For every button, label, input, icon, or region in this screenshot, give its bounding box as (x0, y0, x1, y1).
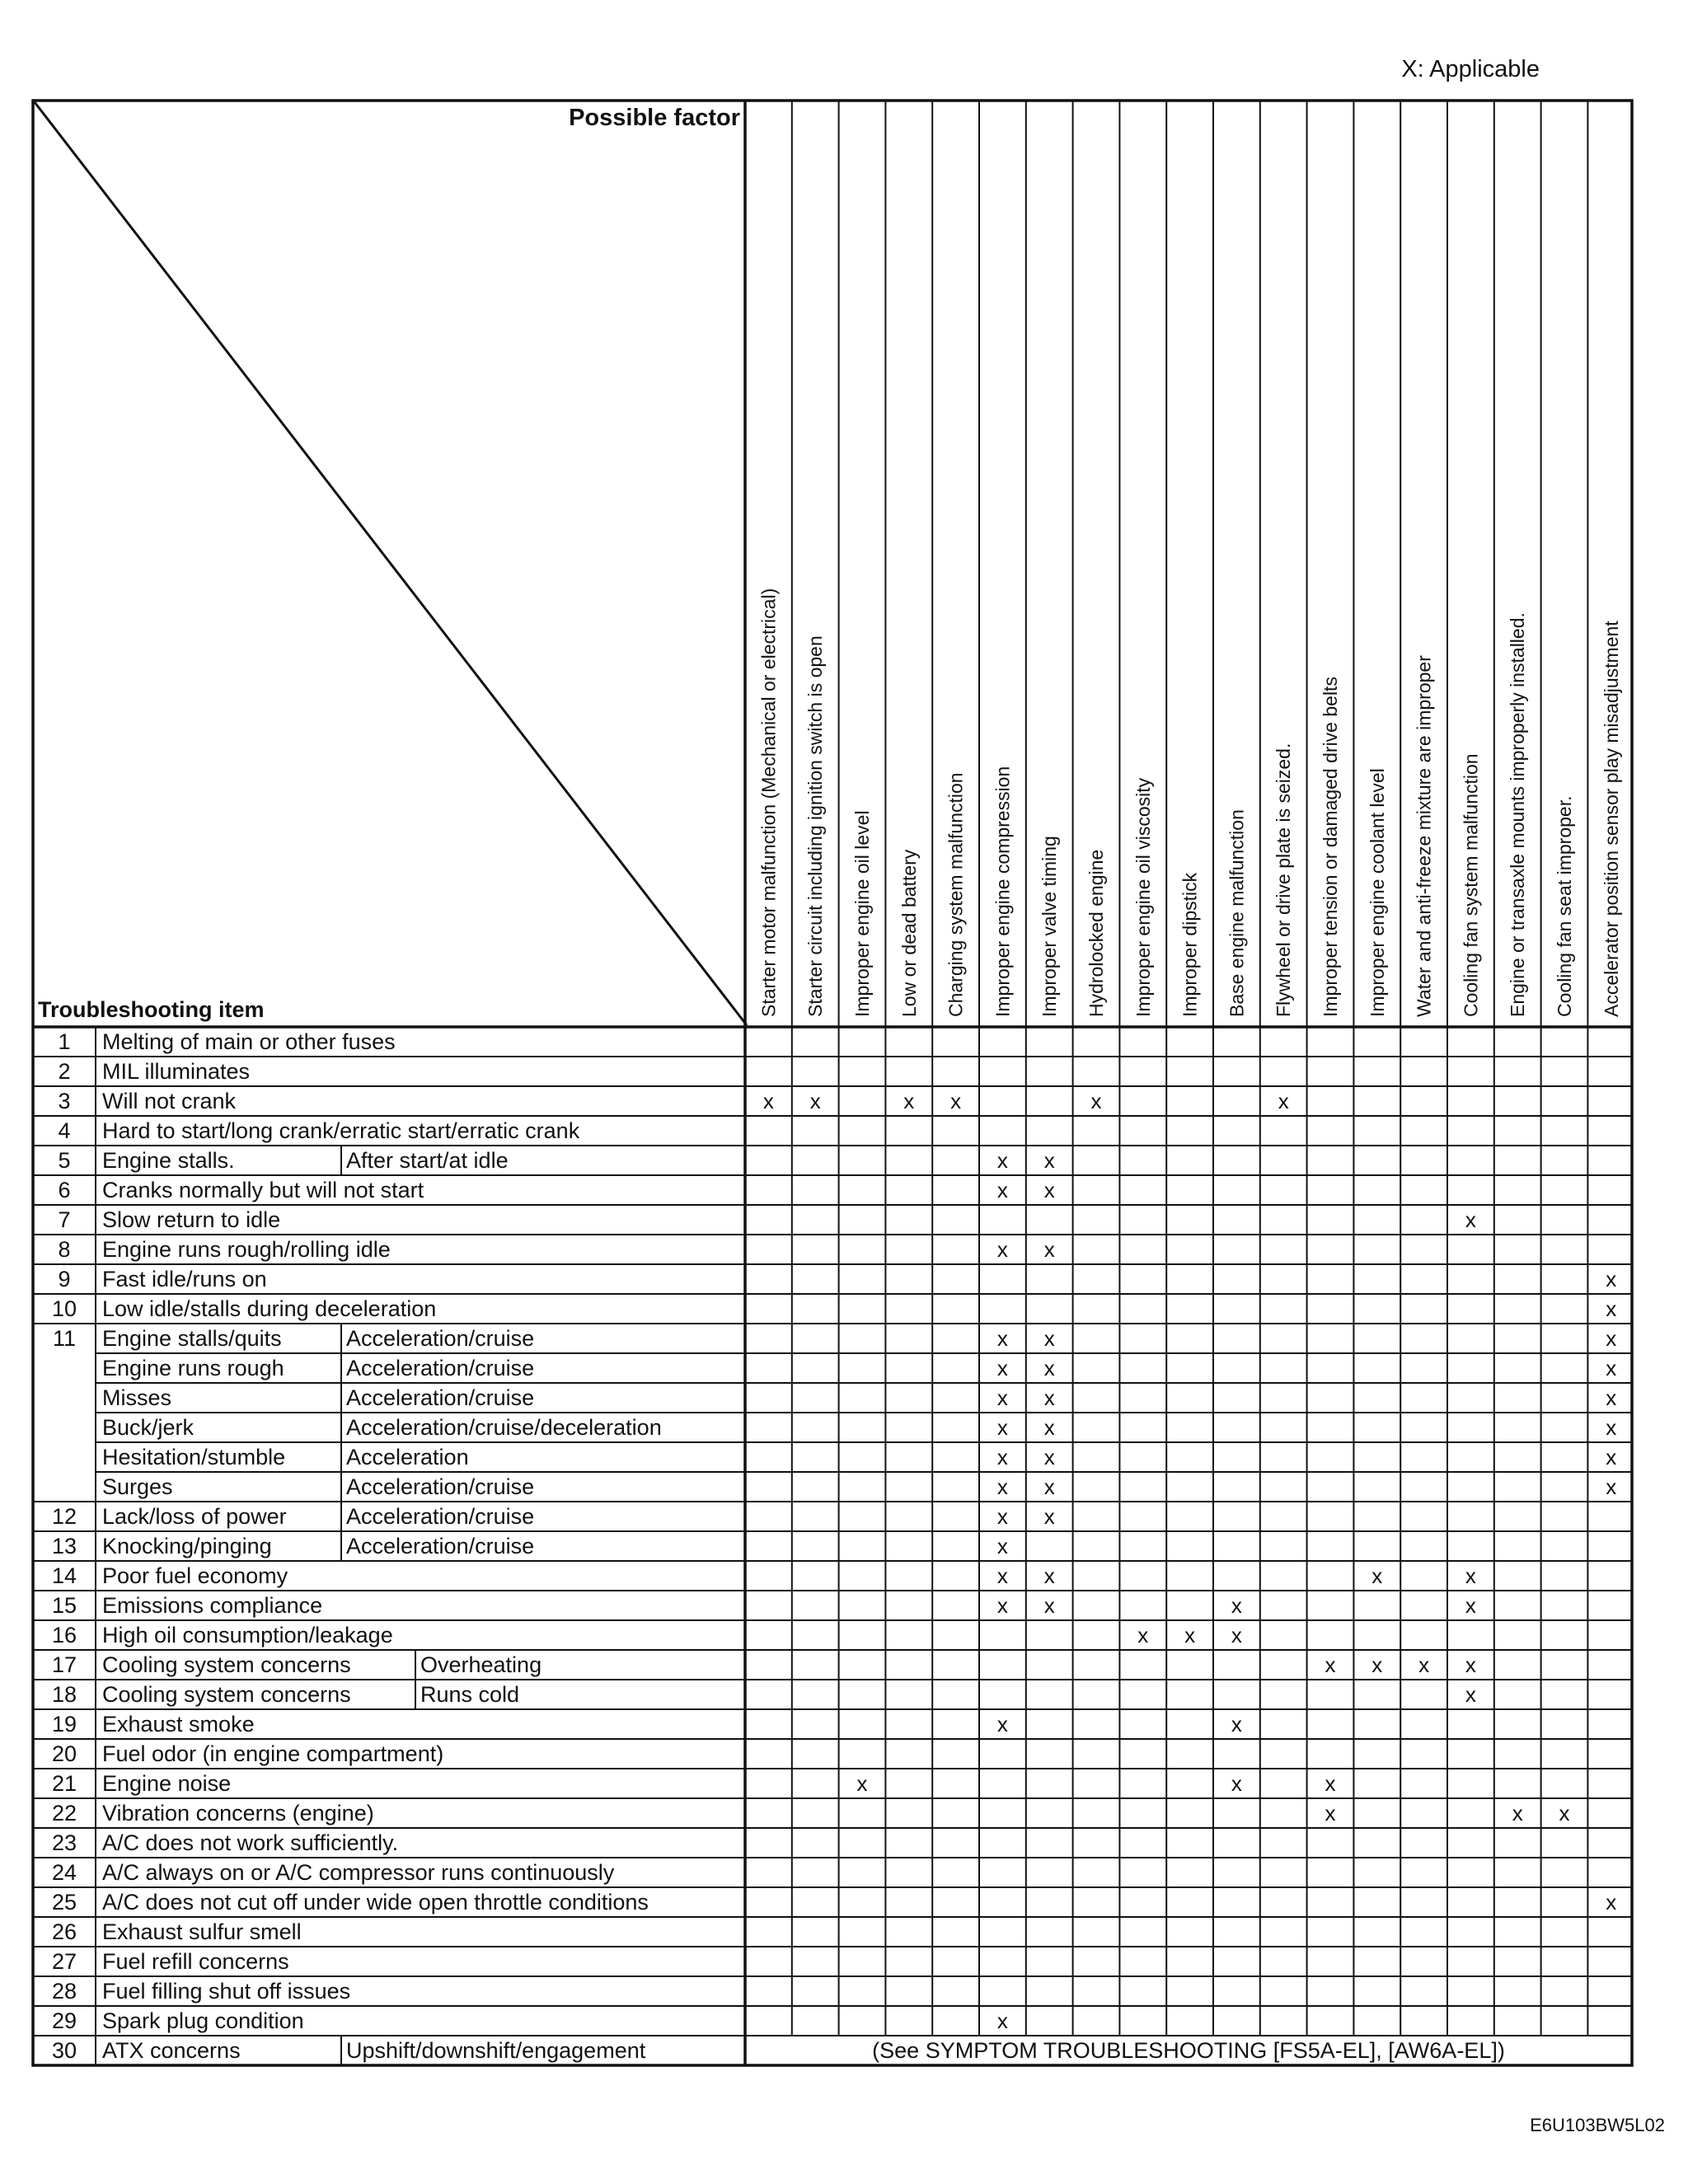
troubleshooting-item: Engine runs rough/rolling idle (102, 1237, 391, 1262)
table-row (52, 2038, 1505, 2063)
factor-header-17: Engine or transaxle mounts improperly installed. (1507, 612, 1529, 1017)
table-row (58, 1178, 1054, 1202)
applicable-mark: x (1043, 1148, 1055, 1173)
applicable-mark: x (1278, 1089, 1289, 1113)
troubleshooting-item: Spark plug condition (102, 2008, 304, 2033)
table-row (58, 1148, 1054, 1173)
table-row (102, 1445, 1616, 1469)
factor-header-5: Charging system malfunction (945, 772, 967, 1017)
table-row (52, 1712, 1242, 1736)
applicable-mark: x (1043, 1356, 1055, 1380)
possible-factor-header: Possible factor (569, 105, 740, 131)
applicable-mark: x (856, 1771, 868, 1796)
applicable-mark: x (1090, 1089, 1102, 1113)
condition-text: Acceleration (346, 1445, 469, 1469)
applicable-mark: x (1465, 1593, 1476, 1618)
troubleshooting-item: A/C does not work sufficiently. (102, 1830, 399, 1855)
atx-note: (See SYMPTOM TROUBLESHOOTING [FS5A-EL], [AW6A-EL]) (872, 2038, 1505, 2063)
applicable-mark: x (1606, 1415, 1617, 1440)
applicable-mark: x (762, 1089, 774, 1113)
applicable-mark: x (1043, 1415, 1055, 1440)
troubleshooting-item: Cranks normally but will not start (102, 1178, 424, 1202)
troubleshooting-item: Engine noise (102, 1771, 232, 1796)
troubleshooting-item: Engine stalls/quits (102, 1326, 282, 1351)
table-row (102, 1356, 1616, 1380)
applicable-mark: x (1465, 1207, 1476, 1232)
table-border (33, 101, 1632, 2065)
row-number: 9 (58, 1267, 71, 1291)
row-number: 7 (58, 1207, 71, 1232)
factor-header-14: Improper engine coolant level (1366, 768, 1388, 1017)
troubleshooting-item: Fuel odor (in engine compartment) (102, 1741, 444, 1766)
table-row (52, 1860, 615, 1885)
troubleshooting-item: Surges (102, 1474, 173, 1499)
applicable-mark: x (996, 1712, 1008, 1736)
condition-text: Acceleration/cruise (346, 1385, 535, 1410)
applicable-legend: X: Applicable (1401, 56, 1540, 82)
row-number: 28 (51, 1979, 77, 2004)
applicable-mark: x (1606, 1267, 1617, 1291)
table-row (52, 1652, 1476, 1677)
row-number: 11 (52, 1326, 77, 1351)
applicable-mark: x (1043, 1385, 1055, 1410)
applicable-mark: x (1465, 1652, 1476, 1677)
troubleshooting-item: Poor fuel economy (102, 1563, 288, 1588)
factor-header-3: Improper engine oil level (851, 810, 873, 1017)
applicable-mark: x (996, 1593, 1008, 1618)
troubleshooting-item: A/C always on or A/C compressor runs continuously (102, 1860, 615, 1885)
condition-text: Acceleration/cruise/deceleration (346, 1415, 662, 1440)
table-row (52, 1623, 1242, 1647)
applicable-mark: x (1231, 1623, 1242, 1647)
row-number: 30 (51, 2038, 77, 2063)
condition-text: Runs cold (420, 1682, 520, 1707)
troubleshooting-item: Fast idle/runs on (102, 1267, 267, 1291)
applicable-mark: x (1418, 1652, 1430, 1677)
condition-text: Acceleration/cruise (346, 1326, 535, 1351)
applicable-mark: x (1231, 1771, 1242, 1796)
applicable-mark: x (996, 2008, 1008, 2033)
applicable-mark: x (996, 1148, 1008, 1173)
applicable-mark: x (1465, 1563, 1476, 1588)
troubleshooting-item: Melting of main or other fuses (102, 1029, 396, 1054)
applicable-mark: x (996, 1326, 1008, 1351)
applicable-mark: x (996, 1534, 1008, 1558)
table-row (52, 1919, 302, 1944)
applicable-mark: x (903, 1089, 915, 1113)
row-number: 19 (51, 1712, 77, 1736)
applicable-mark: x (1606, 1890, 1617, 1915)
row-number: 1 (58, 1029, 71, 1054)
applicable-mark: x (1231, 1593, 1242, 1618)
applicable-mark: x (1043, 1445, 1055, 1469)
factor-header-16: Cooling fan system malfunction (1460, 753, 1482, 1017)
applicable-mark: x (1606, 1474, 1617, 1499)
row-number: 17 (51, 1652, 77, 1677)
row-number: 27 (51, 1949, 77, 1974)
troubleshooting-item: Will not crank (102, 1089, 237, 1113)
applicable-mark: x (1043, 1237, 1055, 1262)
applicable-mark: x (1606, 1445, 1617, 1469)
table-row (52, 1771, 1336, 1796)
table-row (52, 1504, 1055, 1529)
applicable-mark: x (809, 1089, 821, 1113)
figure-code: E6U103BW5L02 (1530, 2115, 1665, 2135)
row-number: 2 (58, 1059, 71, 1084)
applicable-mark: x (1325, 1652, 1336, 1677)
applicable-mark: x (1043, 1474, 1055, 1499)
factor-header-8: Hydrolocked engine (1085, 849, 1107, 1017)
table-row (52, 1830, 398, 1855)
condition-text: After start/at idle (346, 1148, 509, 1173)
table-row (52, 1979, 350, 2004)
row-number: 18 (51, 1682, 77, 1707)
applicable-mark: x (996, 1237, 1008, 1262)
factor-header-12: Flywheel or drive plate is seized. (1273, 743, 1295, 1017)
condition-text: Acceleration/cruise (346, 1474, 535, 1499)
troubleshooting-item: Slow return to idle (102, 1207, 281, 1232)
factor-header-1: Starter motor malfunction (Mechanical or electrical) (757, 588, 780, 1017)
condition-text: Acceleration/cruise (346, 1504, 535, 1529)
applicable-mark: x (996, 1178, 1008, 1202)
row-number: 29 (51, 2008, 77, 2033)
applicable-mark: x (1372, 1652, 1383, 1677)
applicable-mark: x (996, 1445, 1008, 1469)
factor-header-18: Cooling fan seat improper. (1554, 795, 1575, 1017)
table-row (52, 1296, 1616, 1321)
troubleshooting-item: Hesitation/stumble (102, 1445, 286, 1469)
applicable-mark: x (1043, 1563, 1055, 1588)
table-row (58, 1029, 395, 1054)
applicable-mark: x (1465, 1682, 1476, 1707)
troubleshooting-item: Cooling system concerns (102, 1652, 351, 1677)
condition-text: Acceleration/cruise (346, 1534, 535, 1558)
troubleshooting-item: Engine runs rough (102, 1356, 284, 1380)
troubleshooting-item: High oil consumption/leakage (102, 1623, 393, 1647)
troubleshooting-item: Hard to start/long crank/erratic start/erratic crank (102, 1118, 580, 1143)
troubleshooting-item-header: Troubleshooting item (38, 997, 265, 1022)
row-number: 21 (51, 1771, 77, 1796)
troubleshooting-item: Emissions compliance (102, 1593, 323, 1618)
applicable-mark: x (1043, 1504, 1055, 1529)
table-row (58, 1267, 1616, 1291)
troubleshooting-item: Knocking/pinging (102, 1534, 272, 1558)
row-number: 26 (51, 1919, 77, 1944)
troubleshooting-item: ATX concerns (102, 2038, 241, 2063)
troubleshooting-item: Low idle/stalls during deceleration (102, 1296, 437, 1321)
table-grid (33, 101, 1632, 2065)
table-row (52, 1890, 1616, 1915)
applicable-mark: x (1043, 1326, 1055, 1351)
factor-header-19: Accelerator position sensor play misadjustment (1600, 621, 1622, 1017)
factor-header-6: Improper engine compression (992, 766, 1014, 1017)
troubleshooting-item: A/C does not cut off under wide open throttle conditions (102, 1890, 649, 1915)
row-number: 25 (51, 1890, 77, 1915)
item-rows (52, 1029, 1616, 2063)
row-number: 16 (51, 1623, 77, 1647)
applicable-mark: x (950, 1089, 962, 1113)
table-row (53, 1326, 1616, 1351)
applicable-mark: x (996, 1356, 1008, 1380)
troubleshooting-item: Buck/jerk (102, 1415, 195, 1440)
row-number: 24 (51, 1860, 77, 1885)
table-row (52, 1741, 443, 1766)
troubleshooting-item: Exhaust smoke (102, 1712, 255, 1736)
applicable-mark: x (1043, 1593, 1055, 1618)
troubleshooting-item: Exhaust sulfur smell (102, 1919, 302, 1944)
applicable-mark: x (1606, 1326, 1617, 1351)
row-number: 4 (58, 1118, 71, 1143)
applicable-mark: x (996, 1504, 1008, 1529)
row-number: 10 (51, 1296, 77, 1321)
factor-header-10: Improper dipstick (1179, 872, 1201, 1017)
row-number: 15 (51, 1593, 77, 1618)
table-row (58, 1237, 1054, 1262)
applicable-mark: x (996, 1385, 1008, 1410)
factor-header-13: Improper tension or damaged drive belts (1320, 677, 1341, 1017)
troubleshooting-item: Fuel filling shut off issues (102, 1979, 351, 2004)
applicable-mark: x (1325, 1771, 1336, 1796)
factor-header-2: Starter circuit including ignition switch is open (804, 635, 827, 1017)
row-number: 14 (51, 1563, 77, 1588)
troubleshooting-item: Engine stalls. (102, 1148, 235, 1173)
table-row (52, 1801, 1570, 1825)
troubleshooting-item: Fuel refill concerns (102, 1949, 289, 1974)
applicable-mark: x (1137, 1623, 1149, 1647)
applicable-mark: x (1184, 1623, 1196, 1647)
troubleshooting-item: Cooling system concerns (102, 1682, 351, 1707)
factor-header-11: Base engine malfunction (1226, 809, 1248, 1017)
factor-header-7: Improper valve timing (1039, 836, 1061, 1017)
table-row (102, 1474, 1616, 1499)
row-number: 20 (51, 1741, 77, 1766)
condition-text: Upshift/downshift/engagement (346, 2038, 646, 2063)
row-number: 8 (58, 1237, 71, 1262)
applicable-mark: x (1606, 1296, 1617, 1321)
table-row (58, 1059, 250, 1084)
applicable-mark: x (1512, 1801, 1523, 1825)
row-number: 23 (51, 1830, 77, 1855)
condition-text: Acceleration/cruise (346, 1356, 535, 1380)
table-row (58, 1118, 579, 1143)
applicable-mark: x (1559, 1801, 1570, 1825)
troubleshooting-item: Misses (102, 1385, 172, 1410)
troubleshooting-item: MIL illuminates (102, 1059, 251, 1084)
table-row (52, 1534, 1008, 1558)
table-row (52, 1593, 1476, 1618)
header-diagonal (35, 102, 747, 1025)
troubleshooting-item: Vibration concerns (engine) (102, 1801, 374, 1825)
applicable-mark: x (1325, 1801, 1336, 1825)
applicable-mark: x (1372, 1563, 1383, 1588)
factor-header-4: Low or dead battery (898, 849, 920, 1017)
table-row (52, 1682, 1476, 1707)
factor-header-9: Improper engine oil viscosity (1132, 777, 1154, 1017)
applicable-mark: x (996, 1563, 1008, 1588)
applicable-mark: x (996, 1474, 1008, 1499)
table-row (52, 2008, 1008, 2033)
row-number: 6 (58, 1178, 71, 1202)
table-row (102, 1385, 1616, 1410)
applicable-mark: x (1606, 1356, 1617, 1380)
applicable-mark: x (1231, 1712, 1242, 1736)
condition-text: Overheating (420, 1652, 542, 1677)
troubleshooting-item: Lack/loss of power (102, 1504, 287, 1529)
applicable-mark: x (996, 1415, 1008, 1440)
applicable-mark: x (1043, 1178, 1055, 1202)
table-row (102, 1415, 1616, 1440)
factor-header-15: Water and anti-freeze mixture are improper (1413, 655, 1435, 1017)
row-number: 22 (51, 1801, 77, 1825)
applicable-mark: x (1606, 1385, 1617, 1410)
row-number: 3 (58, 1089, 71, 1113)
row-number: 13 (51, 1534, 77, 1558)
row-number: 5 (58, 1148, 71, 1173)
factor-column-headers (757, 588, 1621, 1017)
table-row (52, 1563, 1476, 1588)
table-row (52, 1949, 289, 1974)
table-row (58, 1089, 1288, 1113)
row-number: 12 (51, 1504, 77, 1529)
table-row (58, 1207, 1475, 1232)
